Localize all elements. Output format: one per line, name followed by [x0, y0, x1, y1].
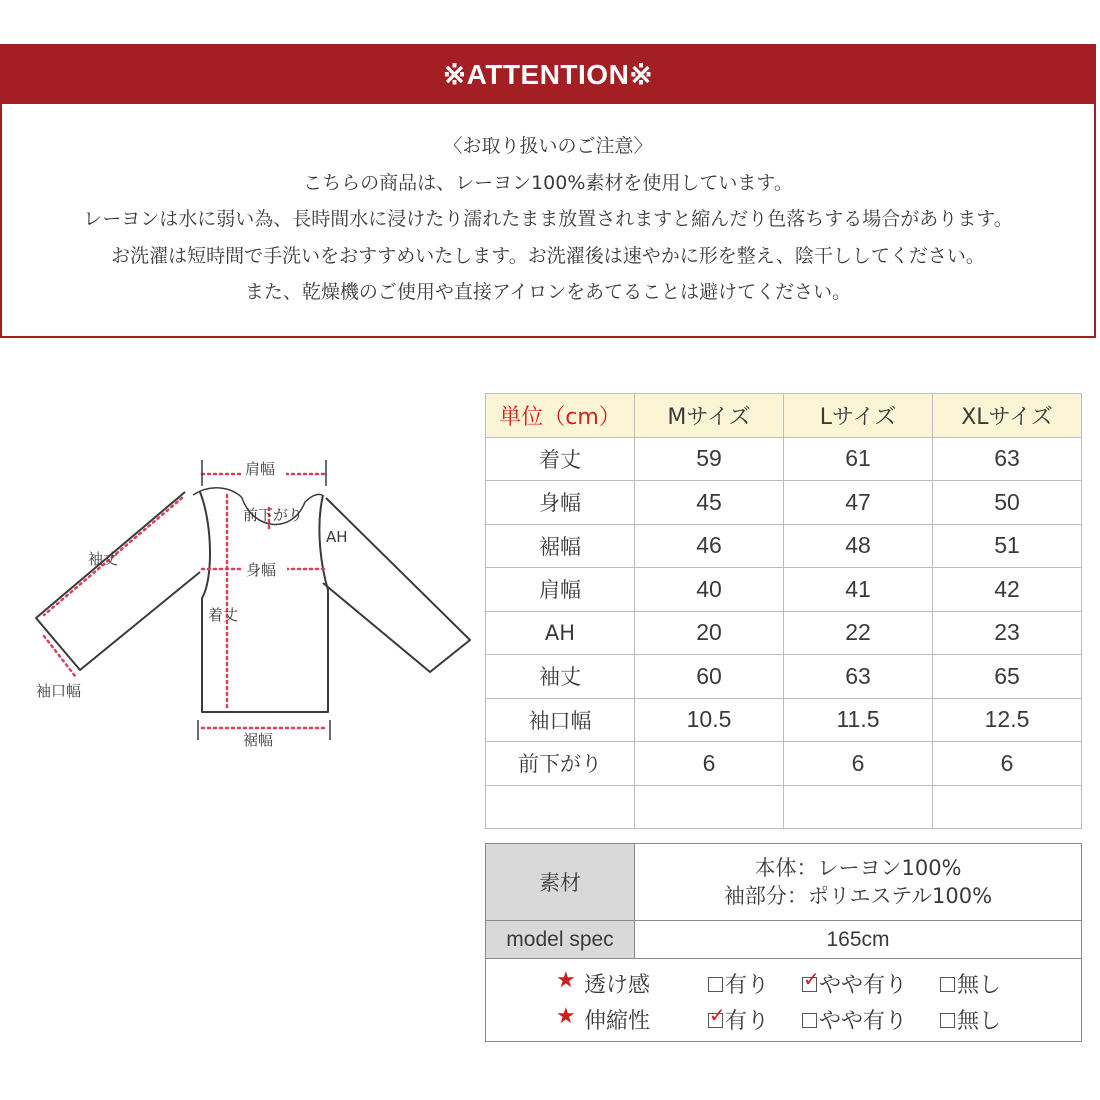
size-value: 48	[784, 524, 933, 568]
star-icon: ★	[556, 968, 576, 993]
size-value: 6	[635, 742, 784, 786]
size-value: 20	[635, 611, 784, 655]
size-value: 60	[635, 655, 784, 699]
model-row	[486, 921, 1082, 959]
size-value	[784, 785, 933, 829]
size-row	[486, 655, 1082, 699]
col-m: Mサイズ	[635, 394, 784, 438]
cuff-measure	[44, 636, 75, 676]
label-hem: 裾幅	[243, 731, 274, 749]
size-value: 6	[784, 742, 933, 786]
col-xl: XLサイズ	[933, 394, 1082, 438]
row-label: 裾幅	[486, 524, 635, 568]
row-label: 袖口幅	[486, 698, 635, 742]
label-chest: 身幅	[246, 561, 277, 579]
col-l: Lサイズ	[784, 394, 933, 438]
rating-option	[940, 968, 1001, 999]
size-row	[486, 698, 1082, 742]
size-value: 42	[933, 568, 1082, 612]
material-row	[486, 844, 1082, 921]
row-label: 着丈	[486, 437, 635, 481]
rating-option	[708, 1004, 769, 1035]
size-row	[486, 785, 1082, 829]
option-label: 有り	[725, 1009, 770, 1034]
care-line-material: こちらの商品は、レーヨン100%素材を使用しています。	[303, 171, 793, 194]
size-value: 63	[933, 437, 1082, 481]
label-front-drop: 前下がり	[243, 506, 304, 524]
size-row	[486, 524, 1082, 568]
size-value: 41	[784, 568, 933, 612]
row-label	[486, 785, 635, 829]
check-mark-icon: ✓	[709, 1002, 726, 1027]
size-value: 12.5	[933, 698, 1082, 742]
checked-box-icon	[708, 1002, 726, 1028]
option-label: やや有り	[819, 973, 908, 998]
size-value	[635, 785, 784, 829]
row-label: 身幅	[486, 481, 635, 525]
size-value: 40	[635, 568, 784, 612]
ratings	[486, 959, 1082, 1042]
unit-label: 単位（cm）	[486, 394, 635, 438]
garment-diagram	[30, 450, 475, 760]
checkbox-icon	[708, 977, 723, 992]
option-label: やや有り	[819, 1009, 908, 1034]
attention-title: ※ATTENTION※	[2, 46, 1094, 104]
star-icon: ★	[556, 1004, 576, 1029]
size-row	[486, 611, 1082, 655]
option-label: 無し	[957, 1009, 1002, 1034]
rating-label: 伸縮性	[584, 1009, 651, 1034]
rating-option	[940, 1004, 1001, 1035]
label-shoulder: 肩幅	[245, 460, 276, 478]
rating-option	[708, 968, 769, 999]
size-value: 6	[933, 742, 1082, 786]
checkbox-icon	[802, 1013, 817, 1028]
care-line-drying: また、乾燥機のご使用や直接アイロンをあてることは避けてください。	[244, 281, 852, 303]
model-label: model spec	[486, 921, 635, 959]
option-label: 無し	[957, 973, 1002, 998]
checkbox-icon	[940, 977, 955, 992]
label-ah: AH	[326, 528, 348, 546]
checked-box-icon	[802, 966, 820, 992]
model-value: 165cm	[635, 921, 1082, 959]
size-value: 51	[933, 524, 1082, 568]
rating-row-container	[486, 959, 1082, 1042]
size-value: 50	[933, 481, 1082, 525]
care-heading: 〈お取り扱いのご注意〉	[443, 135, 653, 157]
size-value: 65	[933, 655, 1082, 699]
option-label: 有り	[725, 973, 770, 998]
rating-option	[802, 968, 907, 999]
label-body-length: 着丈	[208, 606, 239, 624]
label-cuff: 袖口幅	[36, 682, 82, 700]
rating-row	[486, 964, 1081, 1000]
size-value: 45	[635, 481, 784, 525]
size-value: 22	[784, 611, 933, 655]
size-value: 61	[784, 437, 933, 481]
rating-row	[486, 1000, 1081, 1036]
size-value: 10.5	[635, 698, 784, 742]
rating-option	[802, 1004, 907, 1035]
attention-box	[0, 44, 1096, 338]
attention-body	[2, 104, 1094, 311]
row-label: 前下がり	[486, 742, 635, 786]
rating-label: 透け感	[584, 973, 651, 998]
spec-table	[485, 843, 1082, 1042]
size-row	[486, 481, 1082, 525]
size-value: 46	[635, 524, 784, 568]
size-table	[485, 393, 1082, 829]
check-mark-icon: ✓	[803, 966, 820, 991]
size-row	[486, 568, 1082, 612]
size-value: 11.5	[784, 698, 933, 742]
size-row	[486, 742, 1082, 786]
row-label: AH	[486, 611, 635, 655]
material-body: 本体：レーヨン100%	[754, 856, 962, 880]
care-line-washing: お洗濯は短時間で手洗いをおすすめいたします。お洗濯後は速やかに形を整え、陰干ししてください。	[111, 244, 985, 267]
size-value: 23	[933, 611, 1082, 655]
size-value: 59	[635, 437, 784, 481]
row-label: 肩幅	[486, 568, 635, 612]
material-sleeve: 袖部分：ポリエステル100%	[723, 884, 993, 908]
label-sleeve-length: 袖丈	[88, 550, 119, 568]
checkbox-icon	[940, 1013, 955, 1028]
care-line-water: レーヨンは水に弱い為、長時間水に浸けたり濡れたまま放置されますと縮んだり色落ちする場合があります。	[83, 208, 1013, 230]
size-value: 63	[784, 655, 933, 699]
size-table-header	[486, 394, 1082, 438]
material-label: 素材	[486, 844, 635, 921]
size-value: 47	[784, 481, 933, 525]
row-label: 袖丈	[486, 655, 635, 699]
size-value	[933, 785, 1082, 829]
size-row	[486, 437, 1082, 481]
material-value	[635, 844, 1082, 921]
measure-ticks	[198, 460, 330, 740]
